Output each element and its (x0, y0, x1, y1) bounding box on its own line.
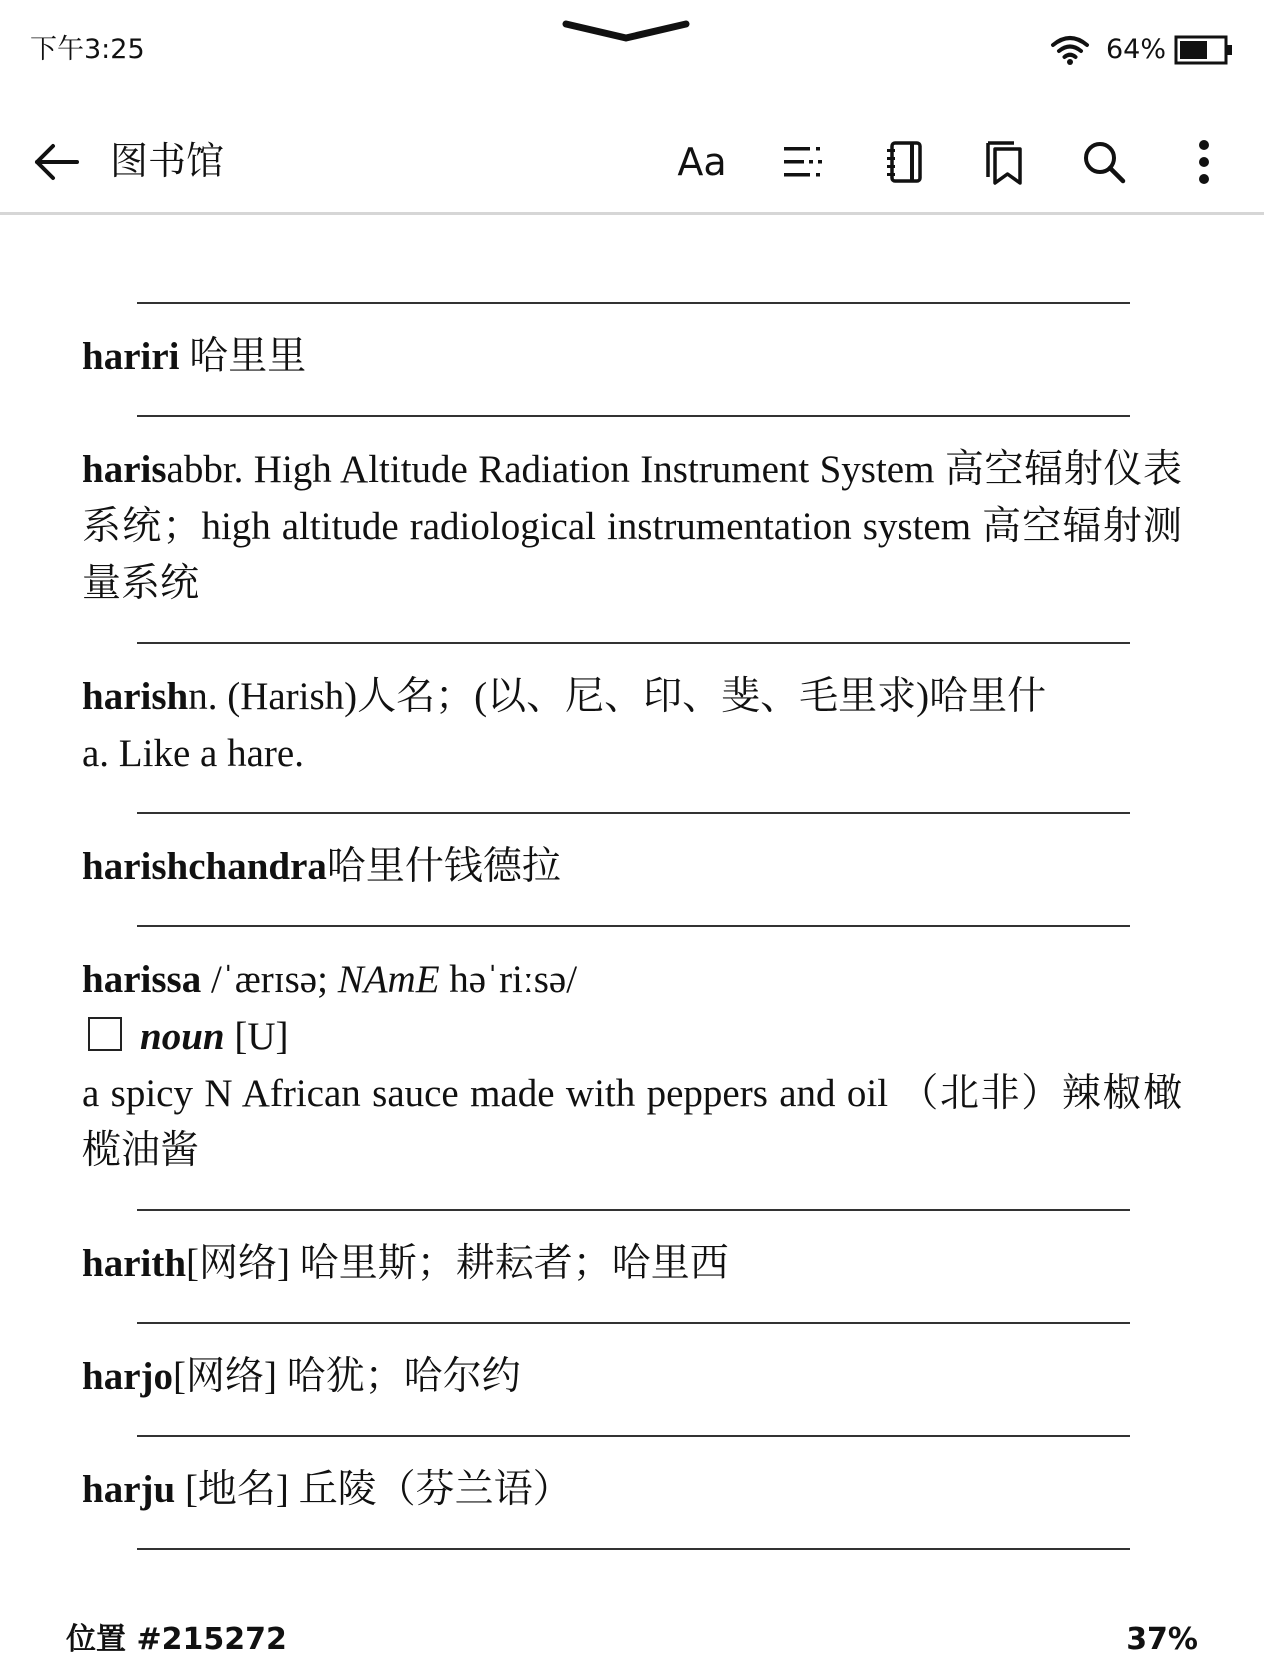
entry-text: [网络] 哈犹；哈尔约 (173, 1355, 521, 1398)
dictionary-content (82, 302, 1182, 1550)
dictionary-entry[interactable] (82, 304, 1182, 415)
entry-text: [地名] 丘陵（芬兰语） (175, 1468, 572, 1511)
status-bar (0, 0, 1264, 100)
dictionary-entry[interactable] (82, 1324, 1182, 1435)
entry-headword: harju (82, 1468, 176, 1511)
entry-text: a. Like a hare. (82, 732, 304, 775)
notebook-button[interactable] (874, 134, 934, 190)
entry-headword: haris (82, 448, 167, 491)
status-time: 下午3:25 (30, 34, 145, 65)
bookmark-icon (984, 139, 1024, 185)
library-title[interactable]: 图书馆 (110, 139, 225, 183)
entry-text: 哈里什钱德拉 (326, 845, 561, 888)
dictionary-entry[interactable] (82, 1211, 1182, 1322)
toc-icon (782, 142, 826, 182)
back-arrow-icon (33, 142, 79, 182)
font-settings-button[interactable] (672, 134, 732, 190)
more-vertical-icon (1194, 139, 1214, 185)
notebook-icon (884, 140, 924, 184)
entry-text: abbr. High Altitude Radiation Instrument System 高空辐射仪表系统；high altitude radiological instrumentation system 高空辐射测量系统 (82, 448, 1182, 605)
entry-separator (137, 1548, 1130, 1550)
bookmark-button[interactable] (974, 134, 1034, 190)
entry-headword: hariri (82, 335, 180, 378)
font-settings-label: Aa (677, 140, 727, 184)
more-options-button[interactable] (1174, 134, 1234, 190)
dictionary-entry[interactable] (82, 644, 1182, 812)
reader-toolbar (0, 110, 1264, 210)
entry-headword: harishchandra (82, 845, 327, 888)
back-button[interactable] (28, 136, 84, 188)
entry-text: n. (Harish)人名；(以、尼、印、斐、毛里求)哈里什 (188, 675, 1047, 718)
reading-location[interactable]: 位置 #215272 (66, 1622, 287, 1657)
part-of-speech: noun (140, 1015, 225, 1058)
entry-text: 哈里里 (179, 335, 307, 378)
entry-headword: harith (82, 1242, 187, 1285)
dictionary-entry[interactable] (82, 1437, 1182, 1548)
status-indicators (1050, 30, 1234, 70)
grammar-code: [U] (224, 1015, 289, 1058)
dictionary-entry[interactable] (82, 417, 1182, 642)
battery-percent: 64% (1105, 34, 1166, 65)
pronunciation: həˈriːsə/ (439, 958, 578, 1001)
pull-down-handle-icon[interactable] (560, 18, 692, 50)
table-of-contents-button[interactable] (774, 134, 834, 190)
wifi-icon (1050, 33, 1090, 67)
checkbox-square-icon (88, 1017, 122, 1051)
dictionary-entry[interactable] (82, 927, 1182, 1209)
pronunciation: /ˈærɪsə; (201, 958, 338, 1001)
entry-headword: harjo (82, 1355, 173, 1398)
dictionary-entry[interactable] (82, 814, 1182, 925)
search-icon (1082, 140, 1126, 184)
toolbar-divider (0, 212, 1264, 215)
entry-definition: a spicy N African sauce made with peppers and oil （北非）辣椒橄榄油酱 (82, 1072, 1182, 1172)
entry-headword: harissa (82, 958, 202, 1001)
entry-text: [网络] 哈里斯；耕耘者；哈里西 (186, 1242, 729, 1285)
search-button[interactable] (1074, 134, 1134, 190)
reading-progress-percent: 37% (1126, 1622, 1198, 1657)
entry-headword: harish (82, 675, 189, 718)
battery-icon (1174, 34, 1234, 66)
pronunciation-label: NAmE (337, 958, 440, 1001)
